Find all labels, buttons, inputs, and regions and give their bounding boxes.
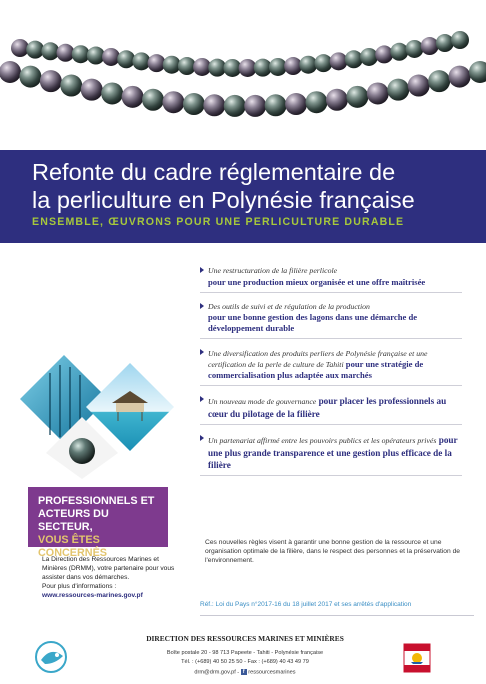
item-bold: pour une production mieux organisée et une offre maîtrisée	[208, 276, 426, 287]
audience-callout	[28, 487, 168, 559]
footer-phone: Tél. : (+689) 40 50 25 50 - Fax : (+689) 40 43 49 79	[181, 659, 309, 665]
list-item	[200, 302, 462, 340]
contact-block	[42, 555, 182, 600]
pearl	[326, 89, 348, 111]
pearl	[203, 94, 225, 116]
arrow-bullet-icon	[200, 435, 204, 441]
contact-text: La Direction des Ressources Marines et Minières (DRMM), votre partenaire pour vous assister dans vos démarches.	[42, 556, 175, 581]
pearl	[117, 50, 135, 68]
item-italic: Des outils de suivi et de régulation de la production	[208, 301, 370, 311]
pearl	[122, 86, 144, 108]
pearl	[285, 93, 307, 115]
title-banner	[0, 150, 486, 243]
pearl	[306, 91, 328, 113]
item-italic: Une restructuration de la filière perlicole	[208, 266, 338, 275]
subtitle: ENSEMBLE, ŒUVRONS POUR UNE PERLICULTURE DURABLE	[32, 216, 405, 228]
arrow-bullet-icon	[200, 267, 204, 273]
pearl	[81, 79, 103, 101]
pearl	[19, 66, 41, 88]
polynesia-emblem-icon	[402, 636, 432, 676]
pearl	[60, 75, 82, 97]
pearl	[421, 37, 439, 55]
page-title	[32, 158, 472, 214]
item-bold: pour une plus grande transparence et une gestion plus efficace de la filière	[208, 435, 458, 470]
pearl	[346, 86, 368, 108]
pearl	[183, 93, 205, 115]
pearl	[436, 34, 454, 52]
item-italic: Une diversification des produits perliers de Polynésie française et une certification de la perle de culture de Tahiti	[208, 349, 428, 369]
pearl-necklace-image	[0, 0, 486, 150]
contact-url-link[interactable]: www.ressources-marines.gov.pf	[42, 592, 143, 599]
pearl	[387, 79, 409, 101]
arrow-bullet-icon	[200, 303, 204, 309]
pearl	[40, 70, 62, 92]
pearl	[132, 52, 150, 70]
list-item	[200, 348, 462, 386]
pearl	[390, 43, 408, 61]
pearl	[26, 41, 44, 59]
summary-paragraph: Ces nouvelles règles visent à garantir une bonne gestion de la ressource et une organisation optimale de la filière, dans le respect des personnes et la préservation de l'environnement.	[205, 539, 461, 564]
item-italic: Un partenariat affirmé entre les pouvoirs publics et les opérateurs privés	[208, 436, 437, 445]
pearl	[469, 61, 486, 83]
pearl	[375, 45, 393, 63]
pearl	[142, 89, 164, 111]
divider	[200, 615, 474, 616]
pearl	[101, 82, 123, 104]
title-line-2: la perliculture en Polynésie française	[32, 187, 415, 213]
callout-line-3: VOUS ÊTES CONCERNÉS	[38, 534, 107, 559]
legal-reference: Réf.: Loi du Pays n°2017-16 du 18 juillet 2017 et ses arrêtés d'application	[200, 601, 412, 608]
item-bold: pour une bonne gestion des lagons dans une démarche de développement durable	[208, 312, 418, 333]
item-italic: Un nouveau mode de gouvernance	[208, 397, 317, 406]
pearl	[451, 31, 469, 49]
footer-org: DIRECTION DES RESSOURCES MARINES ET MINIÈRES	[146, 634, 344, 643]
callout-line-1: PROFESSIONNELS ET	[38, 495, 155, 507]
arrow-bullet-icon	[200, 396, 204, 402]
list-item	[200, 266, 462, 293]
list-item	[200, 395, 462, 425]
pearl	[330, 52, 348, 70]
objectives-list	[200, 266, 462, 485]
pearl	[0, 61, 21, 83]
pearl	[11, 39, 29, 57]
pearl	[408, 75, 430, 97]
pearl	[244, 95, 266, 117]
footer-address: Boîte postale 20 - 98 713 Papeete - Tahiti - Polynésie française	[166, 650, 324, 656]
contact-more-info: Pour plus d'informations :	[42, 583, 117, 590]
pearl	[265, 94, 287, 116]
diamond-images	[20, 355, 180, 480]
facebook-icon[interactable]: f	[241, 669, 247, 675]
arrow-bullet-icon	[200, 349, 204, 355]
footer-social	[120, 669, 370, 675]
pearl	[314, 54, 332, 72]
pearl	[224, 95, 246, 117]
footer-facebook-link[interactable]: ressourcesmarines	[248, 669, 296, 676]
pearl	[449, 66, 471, 88]
pearl	[345, 50, 363, 68]
pearl	[367, 82, 389, 104]
footer-email-link[interactable]: drm@drm.gov.pf -	[194, 669, 240, 676]
pearl	[360, 48, 378, 66]
list-item	[200, 434, 462, 476]
pearl	[162, 91, 184, 113]
pearl	[41, 42, 59, 60]
callout-line-2: ACTEURS DU SECTEUR,	[38, 508, 109, 533]
pearl	[428, 70, 450, 92]
pearl	[405, 40, 423, 58]
title-line-1: Refonte du cadre réglementaire de	[32, 159, 396, 185]
pearl	[148, 54, 166, 72]
pearl	[299, 56, 317, 74]
item-bold: pour une stratégie de commercialisation plus adaptée aux marchés	[208, 359, 424, 380]
item-bold: pour placer les professionnels au cœur du pilotage de la filière	[208, 396, 447, 419]
pearl	[102, 48, 120, 66]
